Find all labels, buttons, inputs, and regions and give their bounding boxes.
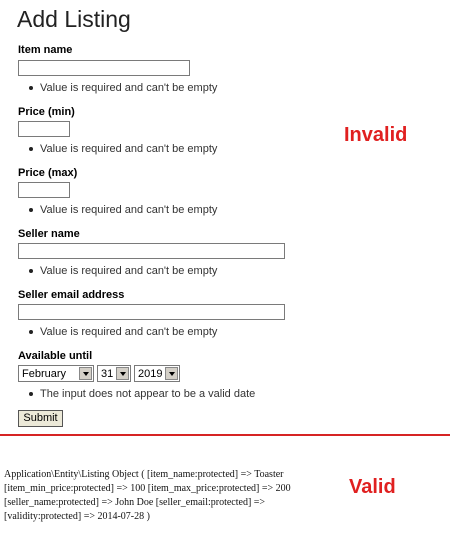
seller-email-label: Seller email address bbox=[18, 289, 125, 301]
month-select[interactable] bbox=[18, 365, 94, 382]
month-select-value: February bbox=[22, 367, 67, 380]
price-min-label: Price (min) bbox=[18, 106, 75, 118]
seller-email-error: Value is required and can't be empty bbox=[40, 326, 218, 338]
item-name-input[interactable] bbox=[18, 60, 190, 76]
page-title: Add Listing bbox=[17, 6, 131, 32]
valid-annotation: Valid bbox=[349, 476, 396, 498]
year-select[interactable] bbox=[134, 365, 180, 382]
price-max-error: Value is required and can't be empty bbox=[40, 204, 218, 216]
day-select-value: 31 bbox=[101, 367, 114, 380]
price-min-input[interactable] bbox=[18, 121, 70, 137]
chevron-down-icon[interactable] bbox=[116, 367, 129, 380]
submit-button[interactable]: Submit bbox=[18, 410, 63, 427]
invalid-annotation: Invalid bbox=[344, 124, 408, 146]
price-max-input[interactable] bbox=[18, 182, 70, 198]
chevron-down-icon[interactable] bbox=[79, 367, 92, 380]
available-until-label: Available until bbox=[18, 350, 93, 362]
item-name-label: Item name bbox=[18, 44, 73, 56]
divider-arrow-tip bbox=[446, 430, 450, 440]
available-until-error: The input does not appear to be a valid date bbox=[40, 388, 256, 400]
seller-name-label: Seller name bbox=[18, 228, 80, 240]
seller-name-input[interactable] bbox=[18, 243, 285, 259]
price-max-label: Price (max) bbox=[18, 167, 78, 179]
price-min-error: Value is required and can't be empty bbox=[40, 143, 218, 155]
seller-email-input[interactable] bbox=[18, 304, 285, 320]
year-select-value: 2019 bbox=[138, 367, 163, 380]
valid-object-dump: Application\Entity\Listing Object ( [item_name:protected] => Toaster [item_min_price:protected] => 100 [item_max_price:protected] => 200 [seller_name:protected] => John Doe [seller_email:protected] => [validity:protected] => 2014-07-28 ) bbox=[4, 469, 291, 522]
seller-name-error: Value is required and can't be empty bbox=[40, 265, 218, 277]
chevron-down-icon[interactable] bbox=[165, 367, 178, 380]
section-divider bbox=[0, 434, 446, 436]
day-select[interactable] bbox=[97, 365, 131, 382]
item-name-error: Value is required and can't be empty bbox=[40, 82, 218, 94]
